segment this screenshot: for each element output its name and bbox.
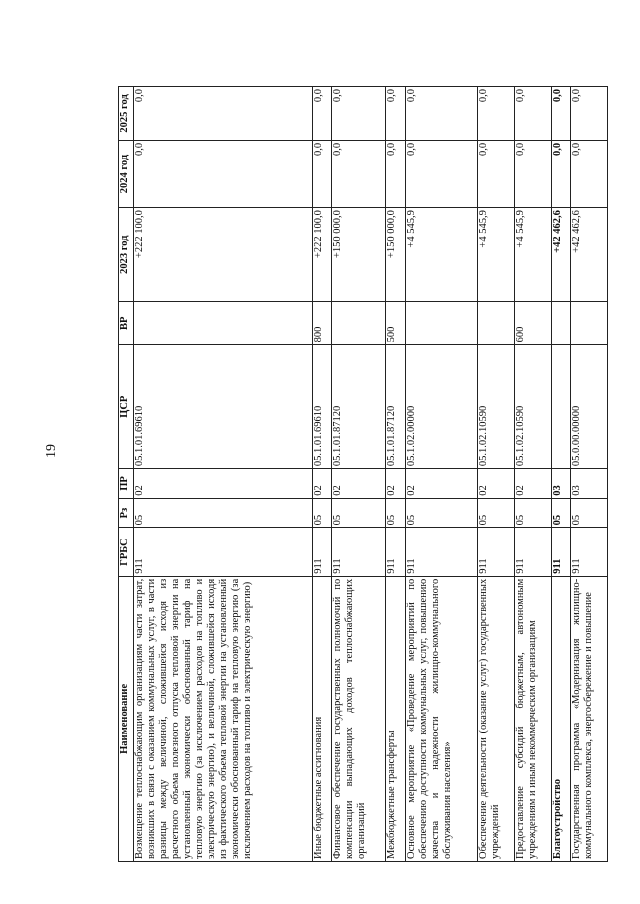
cell-name: Межбюджетные трансферты — [386, 576, 405, 861]
header-2024: 2024 год — [119, 140, 134, 207]
cell-vr — [551, 302, 570, 345]
cell-y2025: 0,0 — [514, 87, 551, 141]
cell-name: Предоставление субсидий бюджетным, автономным учреждениям и иным некоммерческим организациям — [514, 576, 551, 861]
cell-y2025: 0,0 — [405, 87, 477, 141]
cell-name: Государственная программа «Модернизация жилищно-коммунального комплекса, энергосбережение и повышение — [571, 576, 608, 861]
page-number: 19 — [44, 444, 59, 458]
cell-grbs: 911 — [386, 528, 405, 576]
cell-name: Возмещение теплоснабжающим организациям части затрат, возникших в связи с оказанием коммунальных услуг, в части разницы между величиной, сложившейся исходя из расчетного объема полезного отпуска тепловой энергии на установленный экономически обоснованный тариф на тепловую энергию (за исключением расходов на топливо и электрическую энергию), и величиной, сложившейся исходя из фактического объема тепловой энергии на установленный экономически обоснованный тариф на тепловую энергию (за исключением расходов на топливо и электрическую энергию) — [134, 576, 313, 861]
table-row — [134, 87, 313, 862]
cell-rz: 05 — [134, 498, 313, 528]
header-pr: ПР — [119, 469, 134, 499]
cell-pr: 02 — [514, 469, 551, 499]
cell-vr — [405, 302, 477, 345]
table-row — [386, 87, 405, 862]
budget-table-wrapper — [118, 86, 608, 862]
cell-pr: 02 — [134, 469, 313, 499]
budget-table — [118, 86, 608, 862]
cell-csr: 05.1.02.10590 — [514, 345, 551, 469]
table-row — [405, 87, 477, 862]
cell-y2023: +4 545,9 — [478, 208, 515, 302]
cell-vr — [331, 302, 386, 345]
cell-rz: 05 — [405, 498, 477, 528]
table-row — [478, 87, 515, 862]
cell-rz: 05 — [551, 498, 570, 528]
cell-name: Благоустройство — [551, 576, 570, 861]
cell-y2025: 0,0 — [386, 87, 405, 141]
cell-grbs: 911 — [551, 528, 570, 576]
header-2023: 2023 год — [119, 208, 134, 302]
cell-y2024: 0,0 — [514, 140, 551, 207]
cell-pr: 02 — [386, 469, 405, 499]
cell-y2023: +150 000,0 — [386, 208, 405, 302]
cell-y2023: +222 100,0 — [134, 208, 313, 302]
cell-vr — [478, 302, 515, 345]
cell-pr: 03 — [571, 469, 608, 499]
cell-y2024: 0,0 — [551, 140, 570, 207]
cell-y2025: 0,0 — [478, 87, 515, 141]
cell-grbs: 911 — [134, 528, 313, 576]
cell-pr: 02 — [331, 469, 386, 499]
cell-csr: 05.1.02.00000 — [405, 345, 477, 469]
cell-grbs: 911 — [331, 528, 386, 576]
table-row — [514, 87, 551, 862]
cell-y2024: 0,0 — [386, 140, 405, 207]
cell-vr — [571, 302, 608, 345]
cell-csr: 05.0.00.00000 — [571, 345, 608, 469]
cell-name: Иные бюджетные ассигнования — [312, 576, 331, 861]
cell-y2023: +222 100,0 — [312, 208, 331, 302]
header-vr: ВР — [119, 302, 134, 345]
header-rz: Рз — [119, 498, 134, 528]
cell-y2025: 0,0 — [551, 87, 570, 141]
cell-rz: 05 — [386, 498, 405, 528]
cell-pr: 02 — [405, 469, 477, 499]
cell-name: Финансовое обеспечение государственных полномочий по компенсации выпадающих доходов теплоснабжающих организаций — [331, 576, 386, 861]
cell-rz: 05 — [514, 498, 551, 528]
table-body — [134, 87, 608, 862]
cell-rz: 05 — [571, 498, 608, 528]
cell-vr: 500 — [386, 302, 405, 345]
cell-csr: 05.1.01.87120 — [386, 345, 405, 469]
cell-name: Основное мероприятие «Проведение мероприятий по обеспечению доступности коммунальных услуг, повышению качества и надежности жилищно-коммунального обслуживания населения» — [405, 576, 477, 861]
cell-grbs: 911 — [571, 528, 608, 576]
cell-y2023: +150 000,0 — [331, 208, 386, 302]
cell-rz: 05 — [478, 498, 515, 528]
cell-vr — [134, 302, 313, 345]
cell-csr: 05.1.01.69610 — [312, 345, 331, 469]
table-header-row — [119, 87, 134, 862]
cell-y2025: 0,0 — [331, 87, 386, 141]
table-row — [571, 87, 608, 862]
cell-y2023: +4 545,9 — [514, 208, 551, 302]
cell-y2024: 0,0 — [331, 140, 386, 207]
cell-vr: 800 — [312, 302, 331, 345]
table-row — [312, 87, 331, 862]
cell-grbs: 911 — [478, 528, 515, 576]
cell-y2025: 0,0 — [571, 87, 608, 141]
cell-y2023: +4 545,9 — [405, 208, 477, 302]
cell-name: Обеспечение деятельности (оказание услуг) государственных учреждений — [478, 576, 515, 861]
cell-y2025: 0,0 — [312, 87, 331, 141]
cell-y2024: 0,0 — [134, 140, 313, 207]
cell-csr: 05.1.01.69610 — [134, 345, 313, 469]
cell-pr: 02 — [478, 469, 515, 499]
cell-y2025: 0,0 — [134, 87, 313, 141]
cell-csr: 05.1.01.87120 — [331, 345, 386, 469]
cell-vr: 600 — [514, 302, 551, 345]
cell-rz: 05 — [312, 498, 331, 528]
cell-pr: 02 — [312, 469, 331, 499]
cell-y2023: +42 462,6 — [571, 208, 608, 302]
cell-pr: 03 — [551, 469, 570, 499]
header-csr: ЦСР — [119, 345, 134, 469]
header-grbs: ГРБС — [119, 528, 134, 576]
header-2025: 2025 год — [119, 87, 134, 141]
cell-y2024: 0,0 — [405, 140, 477, 207]
cell-y2023: +42 462,6 — [551, 208, 570, 302]
cell-grbs: 911 — [405, 528, 477, 576]
cell-grbs: 911 — [312, 528, 331, 576]
table-row — [551, 87, 570, 862]
table-row — [331, 87, 386, 862]
cell-y2024: 0,0 — [312, 140, 331, 207]
cell-y2024: 0,0 — [478, 140, 515, 207]
cell-rz: 05 — [331, 498, 386, 528]
cell-y2024: 0,0 — [571, 140, 608, 207]
cell-csr: 05.1.02.10590 — [478, 345, 515, 469]
cell-grbs: 911 — [514, 528, 551, 576]
header-name: Наименование — [119, 576, 134, 861]
cell-csr — [551, 345, 570, 469]
